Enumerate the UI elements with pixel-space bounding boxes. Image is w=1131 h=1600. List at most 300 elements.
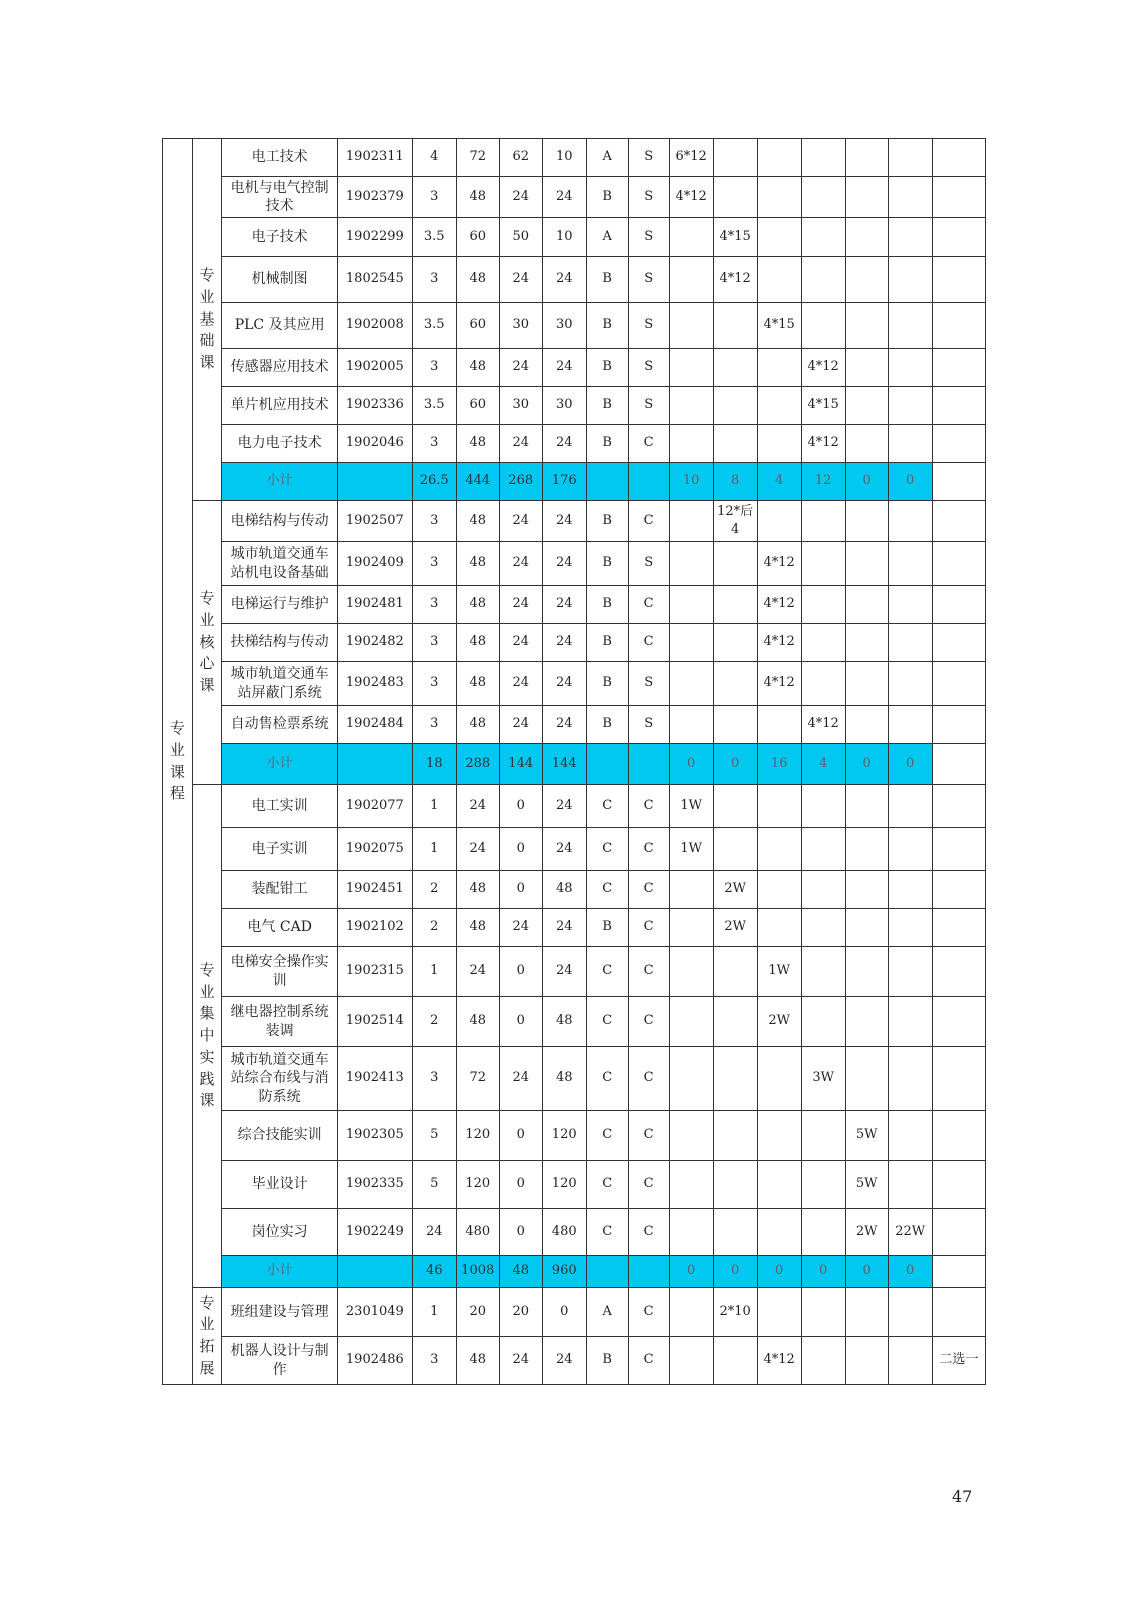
cell-credit: 3 bbox=[412, 257, 456, 303]
cell-practice: 24 bbox=[542, 257, 586, 303]
cell-s5 bbox=[845, 909, 888, 947]
cell-type: B bbox=[586, 177, 628, 218]
cell-exam: C bbox=[628, 997, 669, 1047]
cell-s2 bbox=[713, 828, 757, 871]
subtotal-empty bbox=[628, 1256, 669, 1288]
cell-s6 bbox=[888, 706, 932, 744]
cell-s3 bbox=[757, 501, 801, 542]
cell-s4 bbox=[801, 624, 845, 662]
cell-type: B bbox=[586, 257, 628, 303]
cell-practice: 24 bbox=[542, 624, 586, 662]
table-row bbox=[163, 218, 986, 257]
subtotal-theory: 268 bbox=[499, 463, 542, 501]
cell-s2 bbox=[713, 586, 757, 624]
cell-exam: S bbox=[628, 706, 669, 744]
cell-type: B bbox=[586, 303, 628, 349]
cell-s2 bbox=[713, 706, 757, 744]
subtotal-total: 444 bbox=[456, 463, 499, 501]
cell-s4 bbox=[801, 257, 845, 303]
cell-note bbox=[932, 871, 985, 909]
cell-s2 bbox=[713, 1111, 757, 1161]
cell-note bbox=[932, 1111, 985, 1161]
cell-s4 bbox=[801, 542, 845, 586]
cell-s5 bbox=[845, 218, 888, 257]
subtotal-label: 小计 bbox=[222, 463, 338, 501]
cell-s2 bbox=[713, 997, 757, 1047]
cell-s5 bbox=[845, 706, 888, 744]
table-row bbox=[163, 387, 986, 425]
group-label-text: 专业核心课 bbox=[199, 589, 215, 695]
cell-code: 1902046 bbox=[338, 425, 413, 463]
cell-note bbox=[932, 387, 985, 425]
subtotal-s2: 8 bbox=[713, 463, 757, 501]
cell-s1: 1W bbox=[669, 785, 713, 828]
cell-s3 bbox=[757, 349, 801, 387]
table-row bbox=[163, 947, 986, 997]
subtotal-note bbox=[932, 1256, 985, 1288]
cell-s3 bbox=[757, 1209, 801, 1256]
cell-practice: 24 bbox=[542, 706, 586, 744]
cell-credit: 24 bbox=[412, 1209, 456, 1256]
cell-credit: 1 bbox=[412, 1288, 456, 1337]
cell-s6 bbox=[888, 542, 932, 586]
cell-theory: 24 bbox=[499, 662, 542, 706]
cell-exam: C bbox=[628, 828, 669, 871]
cell-s1 bbox=[669, 303, 713, 349]
course-name: 岗位实习 bbox=[222, 1209, 338, 1256]
cell-practice: 10 bbox=[542, 218, 586, 257]
cell-credit: 3 bbox=[412, 542, 456, 586]
cell-type: B bbox=[586, 909, 628, 947]
subtotal-s6: 0 bbox=[888, 744, 932, 785]
cell-theory: 24 bbox=[499, 586, 542, 624]
cell-exam: C bbox=[628, 1161, 669, 1209]
group-label bbox=[192, 139, 222, 501]
cell-total: 48 bbox=[456, 542, 499, 586]
cell-note bbox=[932, 624, 985, 662]
cell-s1 bbox=[669, 997, 713, 1047]
cell-s6 bbox=[888, 177, 932, 218]
cell-s3 bbox=[757, 1047, 801, 1111]
cell-note bbox=[932, 177, 985, 218]
cell-s4 bbox=[801, 1111, 845, 1161]
cell-s6 bbox=[888, 586, 932, 624]
cell-theory: 24 bbox=[499, 542, 542, 586]
cell-s1 bbox=[669, 624, 713, 662]
subtotal-s3: 0 bbox=[757, 1256, 801, 1288]
cell-theory: 62 bbox=[499, 139, 542, 177]
subtotal-note bbox=[932, 744, 985, 785]
cell-s5 bbox=[845, 387, 888, 425]
cell-s6 bbox=[888, 997, 932, 1047]
cell-total: 48 bbox=[456, 177, 499, 218]
course-name: 电梯结构与传动 bbox=[222, 501, 338, 542]
category-label bbox=[163, 139, 193, 1385]
course-name: 综合技能实训 bbox=[222, 1111, 338, 1161]
cell-code: 1902336 bbox=[338, 387, 413, 425]
cell-s2 bbox=[713, 1209, 757, 1256]
cell-practice: 24 bbox=[542, 177, 586, 218]
cell-type: C bbox=[586, 1111, 628, 1161]
cell-practice: 24 bbox=[542, 947, 586, 997]
table-row bbox=[163, 425, 986, 463]
course-name: 电子实训 bbox=[222, 828, 338, 871]
cell-exam: C bbox=[628, 586, 669, 624]
cell-note bbox=[932, 1209, 985, 1256]
cell-practice: 0 bbox=[542, 1288, 586, 1337]
cell-type: A bbox=[586, 1288, 628, 1337]
cell-s1 bbox=[669, 218, 713, 257]
cell-s2 bbox=[713, 1047, 757, 1111]
cell-s4: 3W bbox=[801, 1047, 845, 1111]
cell-code: 1902102 bbox=[338, 909, 413, 947]
cell-s6 bbox=[888, 218, 932, 257]
cell-theory: 24 bbox=[499, 909, 542, 947]
cell-s2 bbox=[713, 349, 757, 387]
table-row bbox=[163, 501, 986, 542]
cell-s3: 4*12 bbox=[757, 542, 801, 586]
course-name: 毕业设计 bbox=[222, 1161, 338, 1209]
cell-s6 bbox=[888, 871, 932, 909]
cell-s5 bbox=[845, 997, 888, 1047]
cell-code: 1902507 bbox=[338, 501, 413, 542]
subtotal-theory: 48 bbox=[499, 1256, 542, 1288]
cell-s6 bbox=[888, 139, 932, 177]
cell-exam: S bbox=[628, 542, 669, 586]
subtotal-practice: 176 bbox=[542, 463, 586, 501]
cell-credit: 1 bbox=[412, 785, 456, 828]
cell-type: B bbox=[586, 501, 628, 542]
cell-practice: 120 bbox=[542, 1161, 586, 1209]
cell-practice: 24 bbox=[542, 501, 586, 542]
subtotal-total: 288 bbox=[456, 744, 499, 785]
cell-s4 bbox=[801, 947, 845, 997]
cell-exam: S bbox=[628, 387, 669, 425]
cell-practice: 10 bbox=[542, 139, 586, 177]
cell-exam: S bbox=[628, 177, 669, 218]
course-name: 城市轨道交通车站机电设备基础 bbox=[222, 542, 338, 586]
cell-type: C bbox=[586, 1047, 628, 1111]
cell-s5: 5W bbox=[845, 1161, 888, 1209]
cell-total: 60 bbox=[456, 303, 499, 349]
cell-code: 1902305 bbox=[338, 1111, 413, 1161]
cell-exam: C bbox=[628, 947, 669, 997]
cell-s2: 2W bbox=[713, 871, 757, 909]
cell-s5 bbox=[845, 425, 888, 463]
cell-s1: 1W bbox=[669, 828, 713, 871]
course-name: 电梯运行与维护 bbox=[222, 586, 338, 624]
table-row bbox=[163, 1337, 986, 1385]
cell-type: B bbox=[586, 586, 628, 624]
table-row bbox=[163, 1288, 986, 1337]
table-row bbox=[163, 871, 986, 909]
cell-s1 bbox=[669, 586, 713, 624]
cell-s6: 22W bbox=[888, 1209, 932, 1256]
cell-s3 bbox=[757, 387, 801, 425]
cell-practice: 24 bbox=[542, 662, 586, 706]
cell-total: 48 bbox=[456, 349, 499, 387]
group-label bbox=[192, 1288, 222, 1385]
cell-s5: 2W bbox=[845, 1209, 888, 1256]
cell-note bbox=[932, 828, 985, 871]
cell-s1 bbox=[669, 1047, 713, 1111]
cell-theory: 24 bbox=[499, 1337, 542, 1385]
cell-s1 bbox=[669, 425, 713, 463]
cell-s2: 4*12 bbox=[713, 257, 757, 303]
group-label bbox=[192, 785, 222, 1288]
cell-practice: 24 bbox=[542, 828, 586, 871]
cell-credit: 3 bbox=[412, 349, 456, 387]
subtotal-empty bbox=[338, 463, 413, 501]
cell-note bbox=[932, 349, 985, 387]
cell-s2 bbox=[713, 1161, 757, 1209]
cell-s1 bbox=[669, 387, 713, 425]
cell-total: 120 bbox=[456, 1161, 499, 1209]
cell-type: B bbox=[586, 1337, 628, 1385]
subtotal-row bbox=[163, 463, 986, 501]
table-row bbox=[163, 139, 986, 177]
cell-practice: 24 bbox=[542, 349, 586, 387]
table-row bbox=[163, 624, 986, 662]
cell-practice: 48 bbox=[542, 1047, 586, 1111]
cell-note bbox=[932, 425, 985, 463]
cell-s5 bbox=[845, 303, 888, 349]
table-row bbox=[163, 909, 986, 947]
cell-s3: 4*12 bbox=[757, 1337, 801, 1385]
cell-credit: 2 bbox=[412, 909, 456, 947]
cell-s5 bbox=[845, 139, 888, 177]
cell-code: 1902413 bbox=[338, 1047, 413, 1111]
cell-s5 bbox=[845, 662, 888, 706]
subtotal-s5: 0 bbox=[845, 463, 888, 501]
cell-s3 bbox=[757, 139, 801, 177]
cell-exam: C bbox=[628, 1047, 669, 1111]
cell-credit: 3.5 bbox=[412, 218, 456, 257]
cell-s4 bbox=[801, 828, 845, 871]
cell-exam: S bbox=[628, 303, 669, 349]
cell-s6 bbox=[888, 501, 932, 542]
cell-s6 bbox=[888, 828, 932, 871]
subtotal-empty bbox=[628, 463, 669, 501]
cell-total: 60 bbox=[456, 218, 499, 257]
cell-exam: C bbox=[628, 1209, 669, 1256]
subtotal-empty bbox=[586, 744, 628, 785]
cell-s2 bbox=[713, 303, 757, 349]
cell-practice: 24 bbox=[542, 586, 586, 624]
cell-note bbox=[932, 501, 985, 542]
cell-s3 bbox=[757, 1111, 801, 1161]
group-label bbox=[192, 501, 222, 785]
cell-credit: 5 bbox=[412, 1161, 456, 1209]
cell-s1 bbox=[669, 1209, 713, 1256]
cell-practice: 480 bbox=[542, 1209, 586, 1256]
cell-s3 bbox=[757, 218, 801, 257]
cell-s2: 4*15 bbox=[713, 218, 757, 257]
cell-s5 bbox=[845, 501, 888, 542]
cell-credit: 1 bbox=[412, 828, 456, 871]
cell-total: 48 bbox=[456, 662, 499, 706]
cell-note bbox=[932, 257, 985, 303]
cell-s6 bbox=[888, 257, 932, 303]
cell-s5 bbox=[845, 1288, 888, 1337]
cell-note bbox=[932, 586, 985, 624]
cell-type: C bbox=[586, 947, 628, 997]
cell-note bbox=[932, 218, 985, 257]
course-name: 自动售检票系统 bbox=[222, 706, 338, 744]
cell-type: C bbox=[586, 997, 628, 1047]
cell-type: C bbox=[586, 1209, 628, 1256]
table-row bbox=[163, 303, 986, 349]
course-table bbox=[162, 138, 986, 1385]
cell-note bbox=[932, 785, 985, 828]
cell-exam: C bbox=[628, 871, 669, 909]
course-name: 电机与电气控制技术 bbox=[222, 177, 338, 218]
cell-s4 bbox=[801, 303, 845, 349]
cell-type: C bbox=[586, 871, 628, 909]
cell-exam: C bbox=[628, 785, 669, 828]
cell-s4 bbox=[801, 218, 845, 257]
cell-s1 bbox=[669, 662, 713, 706]
subtotal-s1: 0 bbox=[669, 744, 713, 785]
subtotal-empty bbox=[338, 1256, 413, 1288]
cell-exam: S bbox=[628, 257, 669, 303]
cell-code: 1902075 bbox=[338, 828, 413, 871]
cell-code: 2301049 bbox=[338, 1288, 413, 1337]
cell-note: 二选一 bbox=[932, 1337, 985, 1385]
cell-s5 bbox=[845, 177, 888, 218]
cell-exam: C bbox=[628, 624, 669, 662]
table-row bbox=[163, 997, 986, 1047]
table-row bbox=[163, 828, 986, 871]
cell-credit: 4 bbox=[412, 139, 456, 177]
cell-s2 bbox=[713, 542, 757, 586]
cell-practice: 24 bbox=[542, 1337, 586, 1385]
cell-s3: 1W bbox=[757, 947, 801, 997]
cell-credit: 3.5 bbox=[412, 303, 456, 349]
cell-s3 bbox=[757, 871, 801, 909]
cell-practice: 24 bbox=[542, 542, 586, 586]
cell-code: 1902482 bbox=[338, 624, 413, 662]
course-name: 电力电子技术 bbox=[222, 425, 338, 463]
cell-credit: 2 bbox=[412, 997, 456, 1047]
cell-theory: 24 bbox=[499, 349, 542, 387]
cell-type: B bbox=[586, 706, 628, 744]
cell-s1 bbox=[669, 706, 713, 744]
cell-s5 bbox=[845, 349, 888, 387]
table-row bbox=[163, 662, 986, 706]
cell-practice: 24 bbox=[542, 785, 586, 828]
cell-s4: 4*15 bbox=[801, 387, 845, 425]
cell-s1 bbox=[669, 349, 713, 387]
course-name: 班组建设与管理 bbox=[222, 1288, 338, 1337]
cell-total: 48 bbox=[456, 624, 499, 662]
cell-s2 bbox=[713, 624, 757, 662]
cell-note bbox=[932, 662, 985, 706]
subtotal-label: 小计 bbox=[222, 1256, 338, 1288]
cell-s6 bbox=[888, 662, 932, 706]
cell-exam: C bbox=[628, 1288, 669, 1337]
cell-code: 1902315 bbox=[338, 947, 413, 997]
table-row bbox=[163, 177, 986, 218]
cell-s2 bbox=[713, 662, 757, 706]
cell-theory: 24 bbox=[499, 706, 542, 744]
cell-s3 bbox=[757, 177, 801, 218]
cell-s4 bbox=[801, 662, 845, 706]
cell-type: B bbox=[586, 387, 628, 425]
cell-note bbox=[932, 303, 985, 349]
table-row bbox=[163, 542, 986, 586]
course-name: 机械制图 bbox=[222, 257, 338, 303]
cell-practice: 30 bbox=[542, 387, 586, 425]
cell-credit: 2 bbox=[412, 871, 456, 909]
course-name: 城市轨道交通车站屏蔽门系统 bbox=[222, 662, 338, 706]
cell-type: B bbox=[586, 349, 628, 387]
cell-s2: 2*10 bbox=[713, 1288, 757, 1337]
cell-credit: 3 bbox=[412, 177, 456, 218]
course-name: 电梯安全操作实训 bbox=[222, 947, 338, 997]
cell-theory: 0 bbox=[499, 947, 542, 997]
cell-s6 bbox=[888, 425, 932, 463]
cell-exam: C bbox=[628, 1337, 669, 1385]
course-name: 单片机应用技术 bbox=[222, 387, 338, 425]
cell-theory: 24 bbox=[499, 501, 542, 542]
table-row bbox=[163, 1161, 986, 1209]
cell-total: 48 bbox=[456, 1337, 499, 1385]
cell-practice: 48 bbox=[542, 997, 586, 1047]
cell-s1 bbox=[669, 909, 713, 947]
cell-s4 bbox=[801, 1161, 845, 1209]
subtotal-s6: 0 bbox=[888, 1256, 932, 1288]
subtotal-s3: 16 bbox=[757, 744, 801, 785]
cell-exam: S bbox=[628, 349, 669, 387]
cell-s3 bbox=[757, 1161, 801, 1209]
cell-exam: C bbox=[628, 425, 669, 463]
cell-s6 bbox=[888, 1161, 932, 1209]
cell-s3 bbox=[757, 828, 801, 871]
cell-s1 bbox=[669, 501, 713, 542]
cell-theory: 30 bbox=[499, 303, 542, 349]
subtotal-s2: 0 bbox=[713, 744, 757, 785]
cell-total: 24 bbox=[456, 828, 499, 871]
cell-s2 bbox=[713, 425, 757, 463]
cell-s6 bbox=[888, 624, 932, 662]
cell-s3 bbox=[757, 785, 801, 828]
cell-s2 bbox=[713, 785, 757, 828]
table-row bbox=[163, 785, 986, 828]
cell-s1 bbox=[669, 871, 713, 909]
cell-type: A bbox=[586, 139, 628, 177]
cell-exam: S bbox=[628, 218, 669, 257]
cell-s3 bbox=[757, 909, 801, 947]
cell-s3: 4*15 bbox=[757, 303, 801, 349]
cell-total: 72 bbox=[456, 139, 499, 177]
cell-total: 120 bbox=[456, 1111, 499, 1161]
cell-note bbox=[932, 706, 985, 744]
cell-s5 bbox=[845, 257, 888, 303]
cell-practice: 120 bbox=[542, 1111, 586, 1161]
cell-practice: 24 bbox=[542, 425, 586, 463]
cell-s1 bbox=[669, 1161, 713, 1209]
cell-s5 bbox=[845, 871, 888, 909]
cell-s5 bbox=[845, 828, 888, 871]
course-name: 电工技术 bbox=[222, 139, 338, 177]
subtotal-s4: 0 bbox=[801, 1256, 845, 1288]
cell-s1 bbox=[669, 947, 713, 997]
cell-credit: 3 bbox=[412, 425, 456, 463]
course-name: PLC 及其应用 bbox=[222, 303, 338, 349]
cell-theory: 24 bbox=[499, 257, 542, 303]
course-name: 机器人设计与制作 bbox=[222, 1337, 338, 1385]
